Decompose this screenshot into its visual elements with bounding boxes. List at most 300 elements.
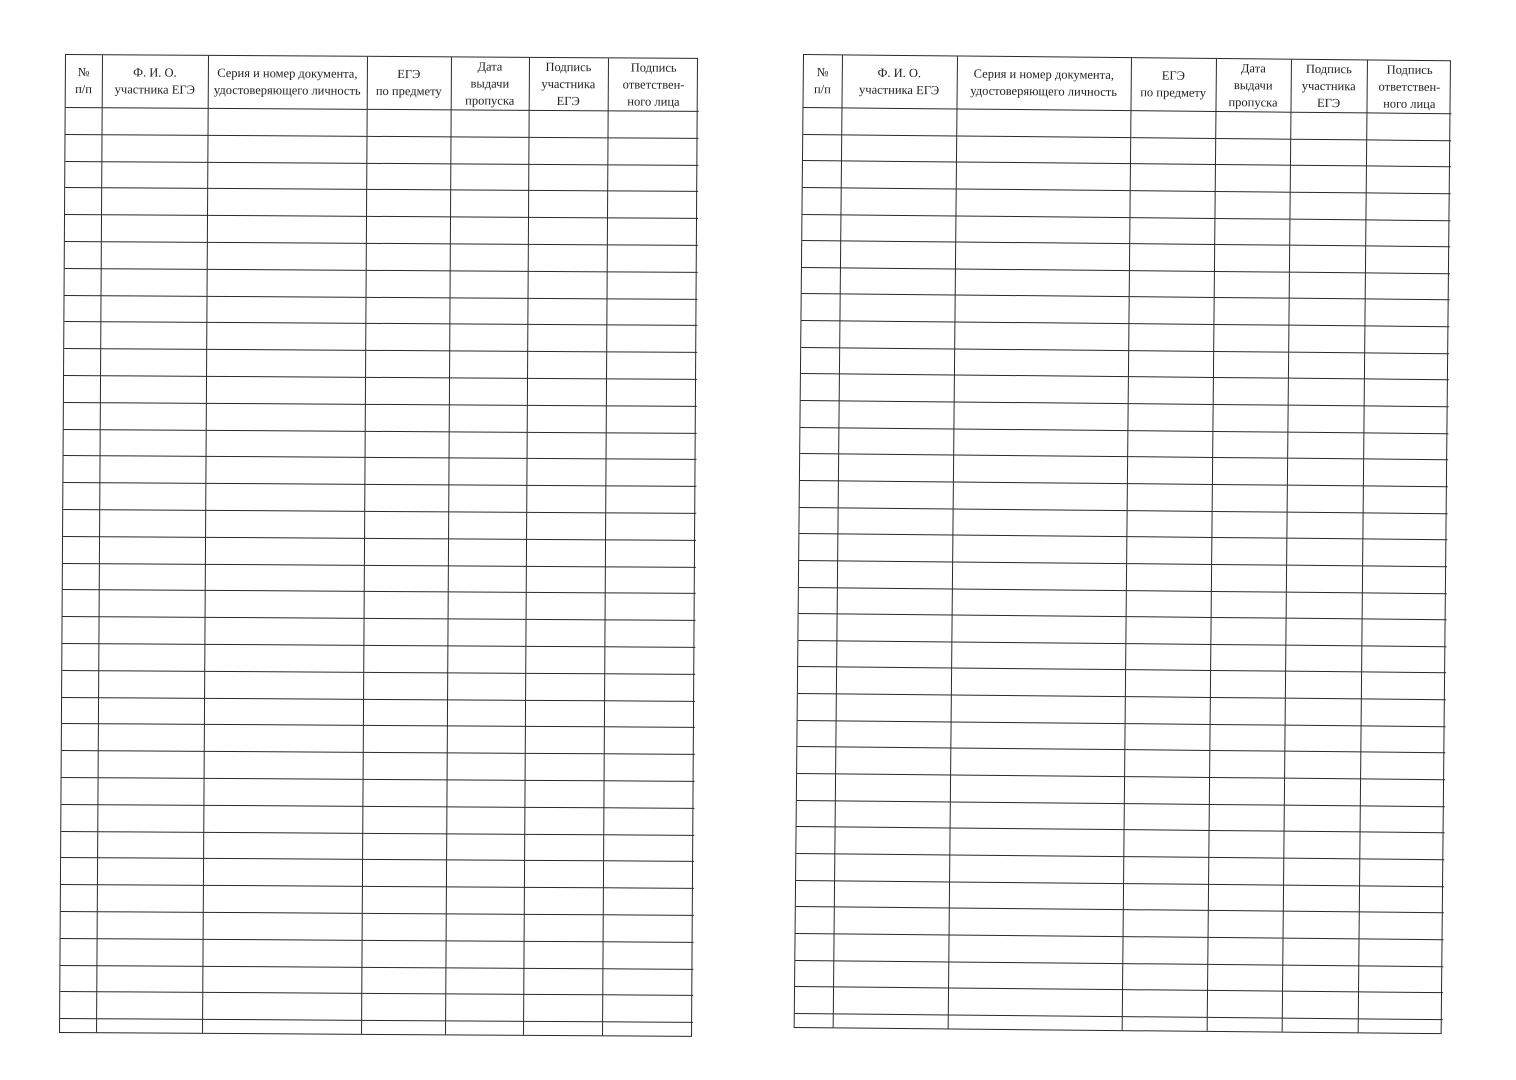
table-cell [1286, 538, 1362, 565]
left-table-body [60, 108, 699, 1036]
table-cell [602, 968, 693, 995]
header-participant-signature: Подпись участника ЕГЭ [1290, 60, 1367, 113]
table-cell [65, 188, 101, 215]
table-cell [835, 747, 950, 775]
table-cell [606, 325, 697, 352]
table-cell [836, 641, 951, 669]
table-cell [364, 458, 448, 485]
table-cell [525, 619, 604, 646]
table-cell [1211, 591, 1286, 618]
table-cell [1210, 671, 1285, 698]
table-cell [97, 804, 203, 831]
table-cell [1362, 539, 1447, 566]
header-official-signature: Подпись ответствен- ного лица [608, 58, 699, 111]
table-cell [953, 455, 1127, 483]
table-cell [364, 565, 448, 592]
table-cell [606, 432, 697, 459]
table-cell [525, 646, 604, 673]
table-row [62, 670, 695, 701]
left-journal-table [60, 55, 699, 1036]
table-cell [1127, 404, 1212, 431]
table-cell [528, 271, 607, 298]
table-cell [363, 726, 447, 753]
table-cell [98, 751, 204, 778]
table-cell [98, 617, 204, 644]
table-cell [363, 752, 447, 779]
table-cell [361, 967, 445, 994]
table-cell [64, 322, 100, 349]
table-cell [1359, 859, 1444, 886]
header-pass-date: Дата выдачи пропуска [451, 57, 529, 110]
table-cell [449, 297, 527, 324]
table-row [65, 215, 698, 246]
table-row [64, 375, 697, 406]
table-cell [1364, 353, 1449, 380]
table-cell [204, 644, 363, 672]
table-cell [1123, 883, 1208, 910]
table-cell [1126, 564, 1211, 591]
table-cell [524, 887, 603, 914]
table-cell [803, 161, 841, 188]
table-cell [836, 667, 951, 695]
table-cell [1130, 137, 1215, 164]
table-cell [449, 351, 527, 378]
table-cell [1210, 698, 1285, 725]
table-cell [206, 296, 365, 324]
table-cell [204, 671, 363, 699]
table-cell [366, 217, 450, 244]
table-row [65, 134, 698, 165]
table-cell [799, 507, 837, 534]
table-cell [96, 938, 202, 965]
table-cell [839, 294, 954, 322]
table-cell [1284, 778, 1360, 805]
table-cell [956, 162, 1130, 190]
table-cell [798, 640, 836, 667]
table-cell [803, 134, 841, 161]
table-cell [362, 886, 446, 913]
table-cell [363, 672, 447, 699]
table-cell [607, 164, 698, 191]
table-cell [64, 375, 100, 402]
table-cell [524, 861, 603, 888]
table-cell [449, 405, 527, 432]
table-cell [1289, 219, 1365, 246]
table-cell [62, 643, 98, 670]
table-cell [1122, 963, 1207, 990]
table-cell [841, 161, 956, 189]
table-cell [803, 108, 841, 135]
table-cell [606, 406, 697, 433]
table-cell [838, 428, 953, 456]
header-official-signature: Подпись ответствен- ного лица [1366, 60, 1452, 113]
table-cell [97, 778, 203, 805]
table-row [62, 724, 695, 755]
table-cell [1209, 804, 1284, 831]
table-cell [526, 459, 605, 486]
table-cell [954, 349, 1128, 377]
table-cell [1122, 936, 1207, 963]
table-cell [361, 1020, 445, 1034]
table-cell [604, 674, 695, 701]
table-cell [951, 668, 1125, 696]
table-cell [955, 269, 1129, 297]
table-cell [1213, 378, 1288, 405]
table-cell [1129, 270, 1214, 297]
table-cell [1125, 670, 1210, 697]
table-cell [63, 536, 99, 563]
table-cell [365, 324, 449, 351]
table-cell [797, 720, 835, 747]
table-cell [526, 566, 605, 593]
table-cell [795, 987, 833, 1014]
table-cell [207, 189, 366, 217]
table-row [60, 992, 693, 1023]
table-cell [527, 405, 606, 432]
table-cell [950, 802, 1124, 830]
table-cell [1358, 992, 1443, 1019]
right-table-body [795, 108, 1452, 1034]
table-cell [1212, 431, 1287, 458]
table-row [65, 161, 698, 192]
table-cell [841, 135, 956, 163]
table-cell [802, 241, 840, 268]
table-cell [65, 268, 101, 295]
table-cell [446, 914, 524, 941]
table-cell [99, 483, 205, 510]
table-cell [448, 485, 526, 512]
table-cell [950, 775, 1124, 803]
table-cell [1363, 433, 1448, 460]
table-cell [101, 215, 207, 242]
table-cell [206, 376, 365, 404]
table-cell [204, 618, 363, 646]
table-cell [365, 377, 449, 404]
table-cell [523, 941, 602, 968]
header-document: Серия и номер документа, удостоверяющего личность [208, 56, 367, 109]
table-cell [1283, 858, 1359, 885]
table-cell [446, 780, 524, 807]
table-cell [603, 915, 694, 942]
table-cell [525, 753, 604, 780]
table-cell [96, 992, 202, 1019]
table-cell [1284, 725, 1360, 752]
table-cell [1288, 352, 1364, 379]
table-cell [1285, 698, 1361, 725]
table-cell [833, 934, 948, 962]
table-cell [606, 352, 697, 379]
table-cell [364, 592, 448, 619]
table-cell [447, 646, 525, 673]
table-row [61, 831, 694, 862]
table-cell [97, 831, 203, 858]
table-cell [526, 593, 605, 620]
table-cell [65, 134, 101, 161]
table-cell [367, 109, 451, 136]
table-cell [204, 698, 363, 726]
table-cell [1282, 991, 1358, 1018]
table-cell [1208, 831, 1283, 858]
table-cell [837, 507, 952, 535]
table-cell [950, 722, 1124, 750]
table-cell [62, 670, 98, 697]
table-cell [527, 432, 606, 459]
table-cell [524, 834, 603, 861]
table-cell [1213, 298, 1288, 325]
table-row [64, 429, 697, 460]
table-cell [206, 323, 365, 351]
table-cell [526, 512, 605, 539]
table-cell [1289, 192, 1365, 219]
table-cell [838, 401, 953, 429]
table-cell [797, 800, 835, 827]
table-cell [445, 941, 523, 968]
table-row [63, 536, 696, 567]
table-cell [833, 1014, 948, 1029]
table-cell [1128, 324, 1213, 351]
table-cell [798, 614, 836, 641]
table-cell [524, 807, 603, 834]
table-cell [952, 562, 1126, 590]
table-cell [100, 322, 206, 349]
table-cell [205, 591, 364, 619]
table-cell [1125, 617, 1210, 644]
table-cell [525, 673, 604, 700]
table-cell [63, 483, 99, 510]
table-cell [840, 241, 955, 269]
table-cell [801, 321, 839, 348]
table-cell [206, 430, 365, 458]
table-cell [448, 592, 526, 619]
table-cell [1123, 830, 1208, 857]
table-cell [1212, 404, 1287, 431]
table-cell [1283, 831, 1359, 858]
left-page [59, 54, 698, 1037]
table-cell [1212, 458, 1287, 485]
table-cell [1363, 406, 1448, 433]
table-cell [1124, 777, 1209, 804]
table-cell [837, 534, 952, 562]
table-row [64, 295, 697, 326]
right-page [794, 54, 1451, 1034]
table-row [60, 1019, 693, 1036]
table-cell [100, 376, 206, 403]
table-cell [363, 699, 447, 726]
table-cell [207, 135, 366, 163]
table-cell [796, 880, 834, 907]
table-cell [1366, 166, 1451, 193]
table-cell [527, 298, 606, 325]
table-cell [1288, 299, 1364, 326]
table-cell [525, 700, 604, 727]
table-cell [1126, 590, 1211, 617]
table-row [64, 402, 697, 433]
table-cell [603, 888, 694, 915]
table-cell [1286, 565, 1362, 592]
table-cell [1360, 752, 1445, 779]
table-cell [834, 827, 949, 855]
table-cell [364, 511, 448, 538]
table-cell [1214, 191, 1289, 218]
table-cell [362, 806, 446, 833]
table-cell [449, 378, 527, 405]
table-row [62, 697, 695, 728]
table-cell [795, 1013, 833, 1027]
table-cell [607, 218, 698, 245]
table-cell [61, 804, 97, 831]
table-cell [445, 1021, 523, 1035]
table-cell [101, 135, 207, 162]
table-cell [203, 778, 362, 806]
table-cell [1358, 939, 1443, 966]
table-cell [1125, 643, 1210, 670]
table-cell [606, 298, 697, 325]
table-cell [61, 911, 97, 938]
table-cell [204, 751, 363, 779]
table-cell [834, 880, 949, 908]
table-cell [525, 727, 604, 754]
table-cell [98, 724, 204, 751]
table-row [65, 268, 698, 299]
table-cell [838, 481, 953, 509]
table-cell [100, 349, 206, 376]
table-cell [63, 509, 99, 536]
table-cell [203, 805, 362, 833]
table-cell [839, 374, 954, 402]
table-cell [446, 833, 524, 860]
table-cell [202, 939, 361, 967]
table-cell [1363, 459, 1448, 486]
table-cell [1362, 566, 1447, 593]
table-cell [101, 269, 207, 296]
table-cell [955, 216, 1129, 244]
table-cell [102, 108, 208, 135]
table-cell [524, 780, 603, 807]
table-cell [527, 378, 606, 405]
table-cell [840, 268, 955, 296]
table-cell [1366, 140, 1451, 167]
table-cell [63, 563, 99, 590]
table-cell [1211, 538, 1286, 565]
table-cell [1207, 937, 1282, 964]
table-cell [955, 189, 1129, 217]
table-cell [362, 860, 446, 887]
table-cell [840, 188, 955, 216]
table-cell [1359, 832, 1444, 859]
table-cell [1214, 271, 1289, 298]
table-cell [66, 108, 102, 135]
table-cell [523, 995, 602, 1022]
table-cell [205, 484, 364, 512]
table-cell [62, 751, 98, 778]
table-cell [205, 564, 364, 592]
table-cell [1215, 111, 1290, 138]
table-cell [1285, 618, 1361, 645]
table-cell [1289, 272, 1365, 299]
table-cell [835, 800, 950, 828]
table-cell [1360, 726, 1445, 753]
table-cell [450, 244, 528, 271]
table-cell [1361, 619, 1446, 646]
table-cell [1214, 245, 1289, 272]
table-cell [202, 1019, 361, 1033]
table-cell [837, 587, 952, 615]
table-cell [948, 1015, 1122, 1030]
table-cell [362, 833, 446, 860]
table-cell [607, 111, 698, 138]
table-cell [800, 401, 838, 428]
table-cell [1129, 191, 1214, 218]
table-cell [60, 992, 96, 1019]
table-row [63, 509, 696, 540]
table-cell [101, 188, 207, 215]
table-cell [802, 214, 840, 241]
table-cell [801, 294, 839, 321]
table-cell [837, 561, 952, 589]
table-cell [366, 136, 450, 163]
table-cell [101, 161, 207, 188]
table-cell [949, 882, 1123, 910]
table-cell [1128, 350, 1213, 377]
table-cell [1128, 297, 1213, 324]
table-cell [1127, 484, 1212, 511]
table-cell [953, 482, 1127, 510]
table-cell [604, 754, 695, 781]
table-cell [450, 163, 528, 190]
table-cell [528, 218, 607, 245]
table-cell [1360, 806, 1445, 833]
table-cell [1290, 139, 1366, 166]
table-row [61, 885, 694, 916]
table-cell [203, 832, 362, 860]
table-cell [202, 966, 361, 994]
table-cell [1364, 326, 1449, 353]
table-cell [363, 645, 447, 672]
table-cell [1210, 618, 1285, 645]
table-cell [1211, 564, 1286, 591]
table-cell [99, 563, 205, 590]
table-cell [206, 403, 365, 431]
table-cell [446, 887, 524, 914]
table-cell [64, 402, 100, 429]
table-cell [65, 161, 101, 188]
table-row [61, 858, 694, 889]
table-cell [1365, 246, 1450, 273]
table-cell [1365, 219, 1450, 246]
table-cell [1358, 1019, 1443, 1034]
table-cell [64, 429, 100, 456]
table-cell [362, 913, 446, 940]
table-cell [448, 539, 526, 566]
table-cell [65, 215, 101, 242]
table-cell [1207, 991, 1282, 1018]
table-cell [948, 988, 1122, 1016]
table-cell [65, 241, 101, 268]
table-cell [798, 667, 836, 694]
table-cell [952, 509, 1126, 537]
table-cell [948, 961, 1122, 989]
table-cell [1365, 193, 1450, 220]
table-cell [949, 828, 1123, 856]
table-row [63, 590, 696, 621]
table-cell [450, 137, 528, 164]
table-cell [604, 620, 695, 647]
header-fio: Ф. И. О. участника ЕГЭ [102, 55, 208, 108]
table-cell [1213, 325, 1288, 352]
table-cell [1283, 911, 1359, 938]
table-cell [361, 994, 445, 1021]
header-pass-date: Дата выдачи пропуска [1215, 59, 1291, 112]
